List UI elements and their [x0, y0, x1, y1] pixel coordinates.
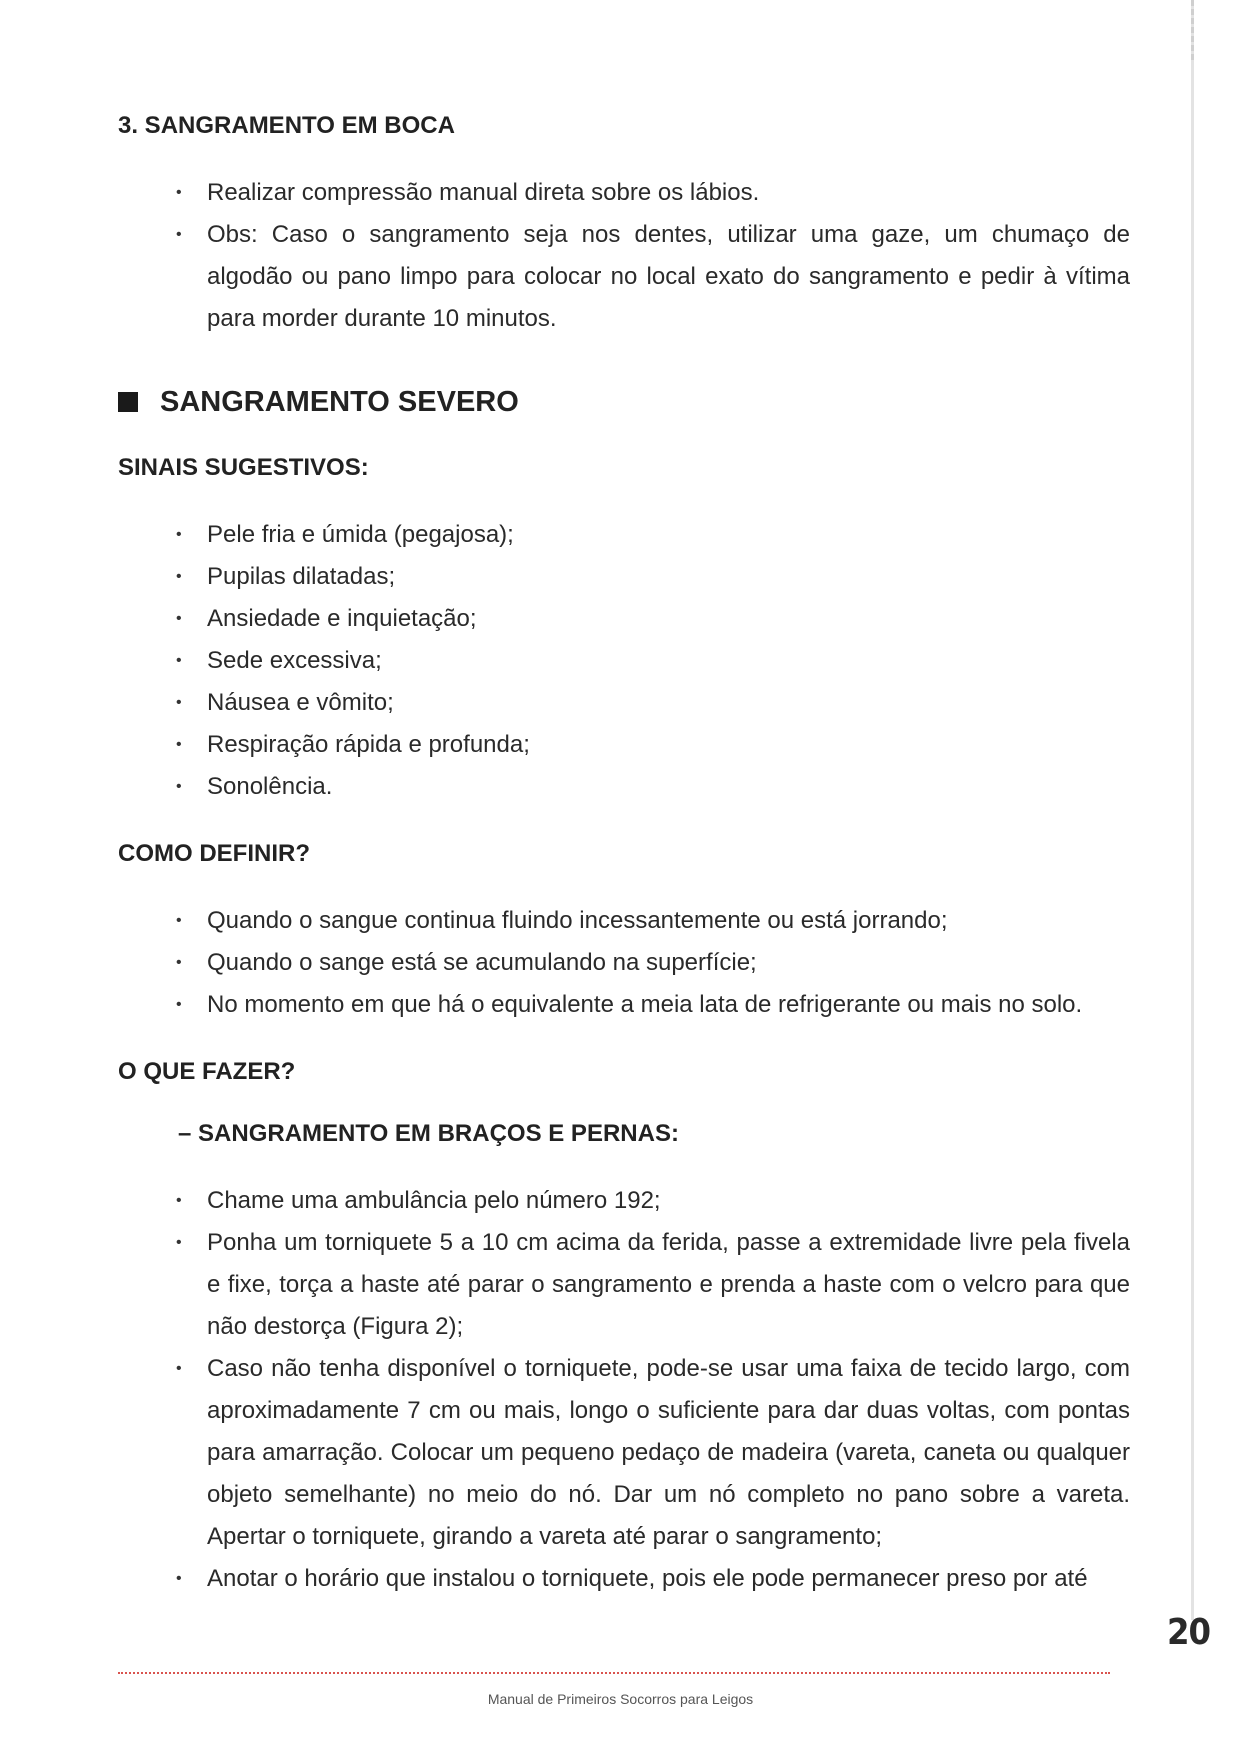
mouth-bleeding-list [118, 172, 1130, 340]
bullet-icon: • [176, 912, 182, 929]
bullet-icon: • [176, 736, 182, 753]
page-edge-rule [1191, 0, 1194, 1620]
page-edge-dash [1191, 0, 1194, 60]
list-item: • Ansiedade e inquietação; [207, 598, 1130, 640]
bullet-icon: • [176, 526, 182, 543]
list-item: • Quando o sange está se acumulando na superfície; [207, 942, 1130, 984]
footer-title: Manual de Primeiros Socorros para Leigos [487, 1691, 754, 1707]
list-item: • Chame uma ambulância pelo número 192; [207, 1180, 1130, 1222]
list-item: • Náusea e vômito; [207, 682, 1130, 724]
signs-list [118, 514, 1130, 808]
bullet-icon: • [176, 1360, 182, 1377]
bullet-icon: • [176, 610, 182, 627]
section-title-mouth-bleeding: 3. SANGRAMENTO EM BOCA [118, 112, 455, 139]
bullet-icon: • [176, 1192, 182, 1209]
limbs-list [118, 1180, 1130, 1600]
list-item: • No momento em que há o equivalente a meia lata de refrigerante ou mais no solo. [207, 984, 1130, 1026]
limbs-subtitle: – SANGRAMENTO EM BRAÇOS E PERNAS: [178, 1120, 679, 1147]
list-item: • Quando o sangue continua fluindo incessantemente ou está jorrando; [207, 900, 1130, 942]
what-to-do-title: O QUE FAZER? [118, 1058, 296, 1085]
bullet-icon: • [176, 652, 182, 669]
list-item: • Anotar o horário que instalou o torniquete, pois ele pode permanecer preso por até [207, 1558, 1130, 1600]
bullet-icon: • [176, 996, 182, 1013]
section-title-severe-bleeding: SANGRAMENTO SEVERO [118, 382, 1130, 422]
list-item: • Caso não tenha disponível o torniquete, pode-se usar uma faixa de tecido largo, com aproximadamente 7 cm ou mais, longo o suficiente para dar duas voltas, com pontas para amarração. Colocar um pequeno pedaço de madeira (vareta, caneta ou qualquer objeto semelhante) no meio do nó. Dar um nó completo no pano sobre a vareta. Apertar o torniquete, girando a vareta até parar o sangramento; [207, 1348, 1130, 1558]
bullet-icon: • [176, 778, 182, 795]
bullet-icon: • [176, 694, 182, 711]
list-item: • Respiração rápida e profunda; [207, 724, 1130, 766]
bullet-icon: • [176, 568, 182, 585]
page-content [118, 110, 1130, 1600]
list-item: • Sede excessiva; [207, 640, 1130, 682]
footer-divider [118, 1672, 1110, 1674]
bullet-icon: • [176, 1234, 182, 1251]
list-item: • Pupilas dilatadas; [207, 556, 1130, 598]
list-item: • Sonolência. [207, 766, 1130, 808]
define-list [118, 900, 1130, 1026]
bullet-icon: • [176, 954, 182, 971]
list-item: • Pele fria e úmida (pegajosa); [207, 514, 1130, 556]
list-item: • Realizar compressão manual direta sobre os lábios. [207, 172, 1130, 214]
bullet-icon: • [176, 226, 182, 243]
signs-title: SINAIS SUGESTIVOS: [118, 454, 369, 481]
bullet-icon: • [176, 184, 182, 201]
page-number: 20 [1167, 1612, 1211, 1653]
define-title: COMO DEFINIR? [118, 840, 310, 867]
square-bullet-icon [118, 392, 138, 412]
list-item: • Ponha um torniquete 5 a 10 cm acima da ferida, passe a extremidade livre pela fivela e fixe, torça a haste até parar o sangramento e prenda a haste com o velcro para que não destorça (Figura 2); [207, 1222, 1130, 1348]
bullet-icon: • [176, 1570, 182, 1587]
list-item: • Obs: Caso o sangramento seja nos dentes, utilizar uma gaze, um chumaço de algodão ou pano limpo para colocar no local exato do sangramento e pedir à vítima para morder durante 10 minutos. [207, 214, 1130, 340]
